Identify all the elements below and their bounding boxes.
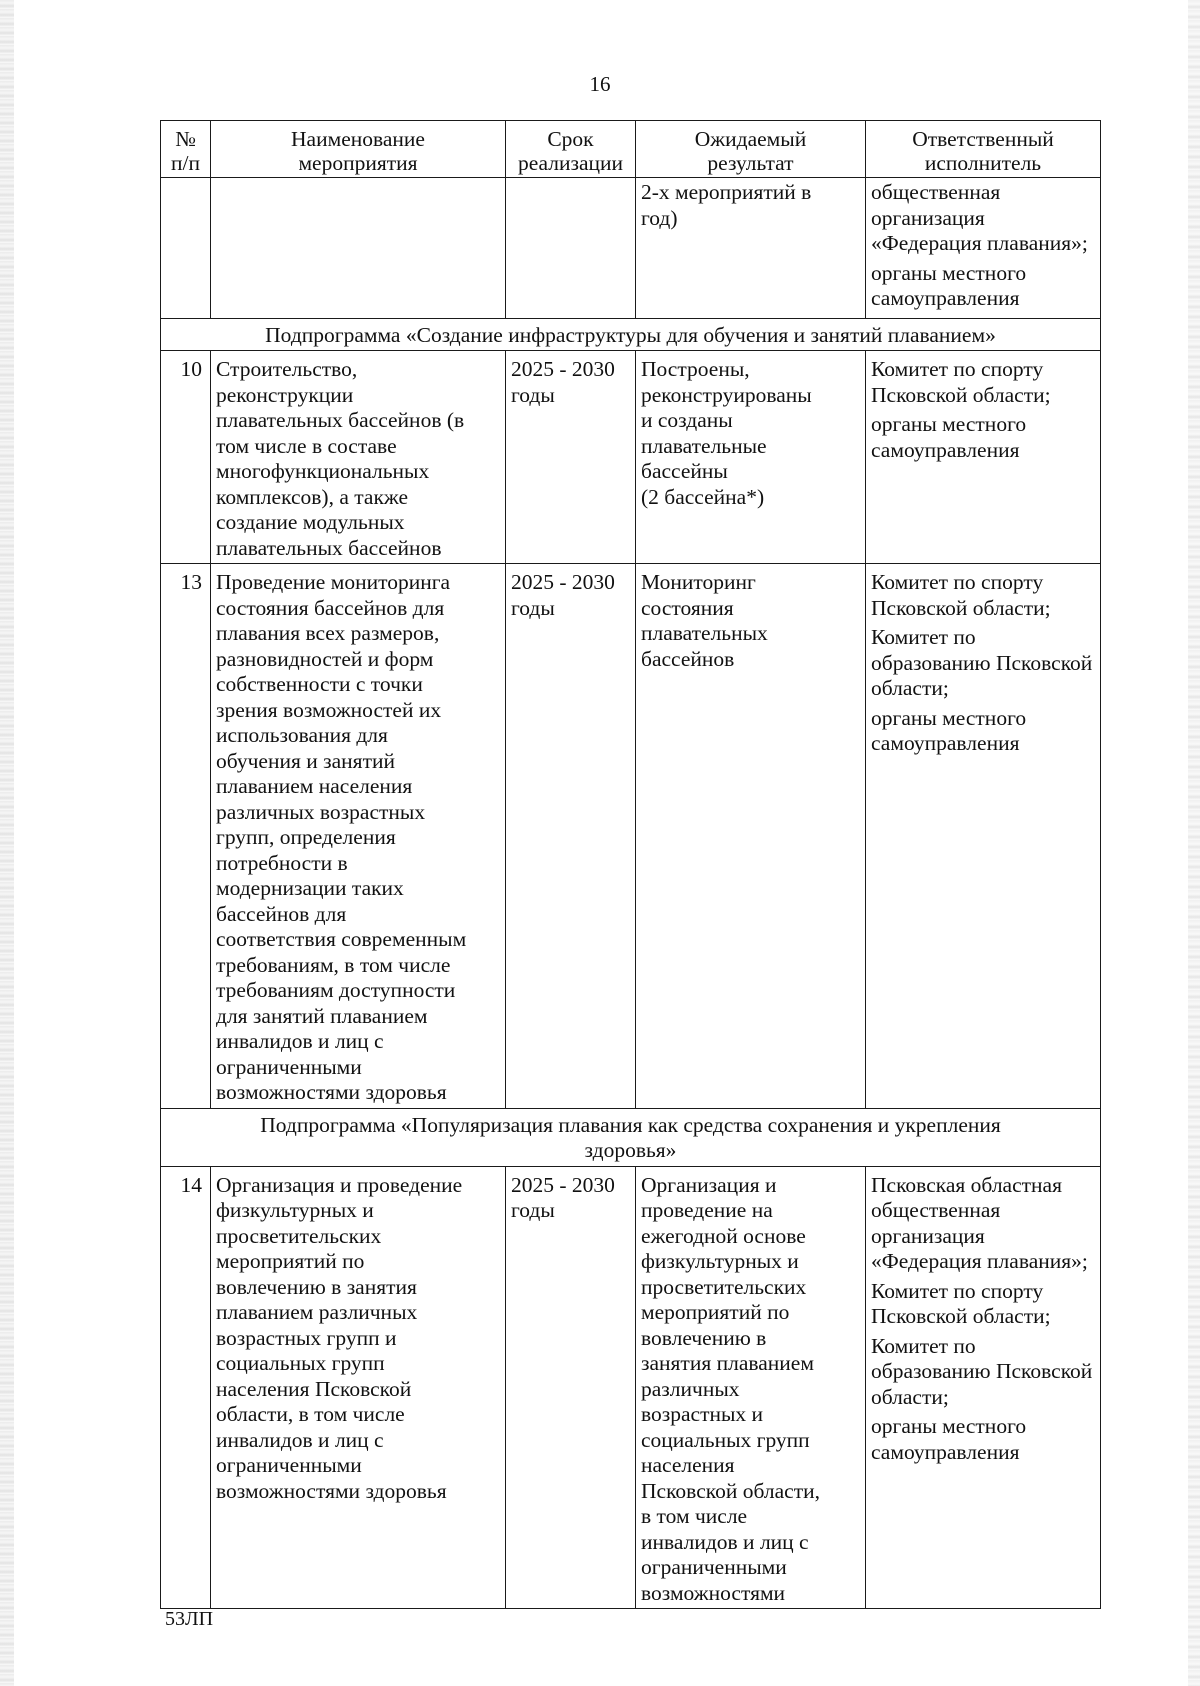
name-line: возможностями здоровья	[216, 1478, 447, 1503]
name-line: комплексов), а также	[216, 484, 409, 509]
section-row	[161, 318, 1101, 351]
header-term-line: реализации	[517, 151, 624, 175]
name-line: ограниченными	[216, 1054, 362, 1079]
result-line: вовлечению в	[641, 1325, 767, 1350]
responsible-line: Комитет по	[871, 1333, 976, 1358]
name-line: создание модульных	[216, 510, 405, 534]
responsible-entry	[871, 1279, 1095, 1330]
name-line: плавательных бассейнов (в	[216, 408, 465, 432]
name-line: населения Псковской	[216, 1376, 412, 1401]
cell-responsible	[866, 564, 1101, 1109]
header-term	[506, 121, 636, 178]
cell-name	[211, 564, 506, 1109]
table-row	[161, 1166, 1101, 1609]
term-line: годы	[511, 595, 555, 620]
responsible-entry	[871, 261, 1095, 312]
result-line: просветительских	[641, 1274, 807, 1299]
result-line: 2-х мероприятий в	[641, 180, 812, 204]
cell-result	[636, 564, 866, 1109]
responsible-entry	[871, 570, 1095, 621]
responsible-entry	[871, 1414, 1095, 1465]
result-line: Построены,	[641, 357, 750, 381]
section-title	[161, 1108, 1101, 1166]
section-title-line: здоровья»	[584, 1138, 677, 1162]
responsible-line: образованию Псковской	[871, 1359, 1093, 1383]
responsible-line: образованию Псковской	[871, 650, 1093, 675]
responsible-line: самоуправления	[871, 437, 1020, 462]
result-line: ежегодной основе	[641, 1223, 806, 1248]
cell-num: 13	[161, 564, 211, 1109]
cell-responsible	[866, 351, 1101, 564]
name-line: том числе в составе	[216, 433, 397, 458]
responsible-line: самоуправления	[871, 1439, 1020, 1464]
name-line: ограниченными	[216, 1453, 362, 1477]
page-number: 16	[589, 72, 611, 96]
measures-table	[160, 120, 1101, 1609]
header-name	[211, 121, 506, 178]
name-line: требованиям, в том числе	[216, 952, 451, 977]
cell-responsible	[866, 178, 1101, 319]
responsible-entry	[871, 706, 1095, 757]
result-line: различных	[641, 1376, 740, 1401]
responsible-line: Псковской области;	[871, 595, 1051, 620]
term-line: годы	[511, 1198, 555, 1222]
term-line: 2025 - 2030	[511, 570, 615, 594]
responsible-line: Комитет по спорту	[871, 357, 1044, 381]
responsible-line: области;	[871, 676, 949, 700]
responsible-line: Комитет по спорту	[871, 1278, 1044, 1303]
name-line: для занятий плаванием	[216, 1003, 428, 1028]
name-line: возрастных групп и	[216, 1325, 397, 1350]
name-line: модернизации таких	[216, 876, 404, 900]
name-line: возможностями здоровья	[216, 1080, 447, 1104]
header-result-line: Ожидаемый	[694, 127, 807, 151]
name-line: Строительство,	[216, 357, 358, 381]
responsible-line: общественная	[871, 1198, 1001, 1222]
result-line: ограниченными	[641, 1555, 787, 1579]
responsible-line: самоуправления	[871, 731, 1020, 755]
term-line: годы	[511, 382, 555, 407]
header-name-line: Наименование	[291, 127, 425, 151]
name-line: плавательных бассейнов	[216, 535, 442, 560]
cell-name	[211, 1166, 506, 1609]
cell-name	[211, 351, 506, 564]
result-line: плавательных	[641, 621, 768, 645]
responsible-line: самоуправления	[871, 286, 1020, 310]
cell-term	[506, 351, 636, 564]
table-header-row	[161, 121, 1101, 178]
section-title: Подпрограмма «Создание инфраструктуры для обучения и занятий плаванием»	[161, 318, 1101, 351]
result-line: возможностями	[641, 1580, 786, 1605]
responsible-entry	[871, 1334, 1095, 1411]
responsible-line: Псковской области;	[871, 1304, 1051, 1328]
cell-num	[161, 178, 211, 319]
cell-term	[506, 564, 636, 1109]
section-row	[161, 1108, 1101, 1166]
name-line: использования для	[216, 723, 388, 747]
name-line: Организация и проведение	[216, 1172, 463, 1197]
table-row	[161, 351, 1101, 564]
header-num	[161, 121, 211, 178]
result-line: плавательные	[641, 433, 767, 458]
responsible-entry	[871, 625, 1095, 702]
section-title-line: Подпрограмма «Популяризация плавания как средства сохранения и укрепления	[260, 1112, 1001, 1137]
responsible-entry	[871, 357, 1095, 408]
name-line: физкультурных и	[216, 1198, 374, 1222]
header-term-line: Срок	[547, 127, 594, 151]
name-line: разновидностей и форм	[216, 646, 434, 671]
name-line: инвалидов и лиц с	[216, 1427, 384, 1452]
result-line: социальных групп	[641, 1427, 810, 1452]
result-line: мероприятий по	[641, 1300, 790, 1324]
result-line: населения	[641, 1453, 735, 1477]
cell-term	[506, 1166, 636, 1609]
result-line: бассейнов	[641, 646, 735, 671]
name-line: состояния бассейнов для	[216, 595, 445, 620]
responsible-line: органы местного	[871, 412, 1027, 436]
result-line: Псковской области,	[641, 1478, 820, 1503]
header-result-line: результат	[707, 151, 794, 175]
name-line: инвалидов и лиц с	[216, 1029, 384, 1053]
cell-num: 10	[161, 351, 211, 564]
result-line: Мониторинг	[641, 570, 756, 594]
result-line: и созданы	[641, 408, 733, 432]
responsible-line: Псковская областная	[871, 1172, 1062, 1197]
cell-responsible	[866, 1166, 1101, 1609]
responsible-line: «Федерация плавания»;	[871, 231, 1088, 255]
header-responsible	[866, 121, 1101, 178]
result-line: реконструированы	[641, 382, 812, 407]
header-num-line: №	[175, 127, 196, 151]
name-line: Проведение мониторинга	[216, 570, 451, 594]
responsible-line: Псковской области;	[871, 382, 1051, 407]
term-line: 2025 - 2030	[511, 357, 615, 381]
responsible-entry	[871, 412, 1095, 463]
responsible-line: области;	[871, 1384, 949, 1409]
header-name-line: мероприятия	[298, 151, 418, 175]
cell-result	[636, 1166, 866, 1609]
document-code: 53ЛП	[165, 1608, 214, 1630]
name-line: вовлечению в занятия	[216, 1274, 417, 1299]
scan-edge-left	[0, 0, 14, 1686]
result-line: занятия плаванием	[641, 1351, 814, 1375]
responsible-line: организация	[871, 1223, 985, 1248]
responsible-entry	[871, 1173, 1095, 1275]
header-result	[636, 121, 866, 178]
header-responsible-line: исполнитель	[924, 151, 1042, 175]
name-line: просветительских	[216, 1223, 382, 1248]
result-line: физкультурных и	[641, 1249, 799, 1273]
header-num-line: п/п	[171, 151, 200, 175]
responsible-line: органы местного	[871, 1414, 1027, 1438]
name-line: реконструкции	[216, 382, 354, 407]
cell-result	[636, 178, 866, 319]
cell-term	[506, 178, 636, 319]
scan-edge-right	[1188, 0, 1200, 1686]
responsible-line: общественная	[871, 180, 1001, 204]
result-line: в том числе	[641, 1504, 748, 1528]
cell-result	[636, 351, 866, 564]
name-line: потребности в	[216, 850, 348, 875]
responsible-entry	[871, 180, 1095, 257]
header-responsible-line: Ответственный	[912, 127, 1054, 151]
name-line: зрения возможностей их	[216, 697, 442, 722]
cell-num: 14	[161, 1166, 211, 1609]
responsible-line: Комитет по спорту	[871, 570, 1044, 594]
name-line: различных возрастных	[216, 799, 426, 824]
name-line: обучения и занятий	[216, 748, 395, 773]
name-line: плаванием населения	[216, 774, 413, 798]
result-line: год)	[641, 205, 678, 230]
responsible-line: организация	[871, 205, 985, 230]
name-line: собственности с точки	[216, 672, 423, 696]
result-line: инвалидов и лиц с	[641, 1529, 809, 1554]
name-line: плаванием различных	[216, 1300, 418, 1324]
name-line: социальных групп	[216, 1351, 385, 1375]
responsible-line: «Федерация плавания»;	[871, 1249, 1088, 1273]
name-line: бассейнов для	[216, 901, 347, 926]
result-line: состояния	[641, 595, 734, 620]
name-line: групп, определения	[216, 825, 396, 849]
name-line: соответствия современным	[216, 927, 467, 951]
name-line: плавания всех размеров,	[216, 621, 440, 645]
cell-name	[211, 178, 506, 319]
result-line: проведение на	[641, 1198, 773, 1222]
table-row	[161, 564, 1101, 1109]
name-line: требованиям доступности	[216, 978, 456, 1002]
responsible-line: органы местного	[871, 705, 1027, 730]
name-line: многофункциональных	[216, 459, 430, 483]
term-line: 2025 - 2030	[511, 1172, 615, 1197]
name-line: мероприятий по	[216, 1249, 365, 1273]
result-line: бассейны	[641, 459, 728, 483]
responsible-line: Комитет по	[871, 625, 976, 649]
result-line: Организация и	[641, 1172, 777, 1197]
result-line: (2 бассейна*)	[641, 484, 765, 509]
responsible-line: органы местного	[871, 260, 1027, 285]
name-line: области, в том числе	[216, 1402, 405, 1426]
table-row-continuation	[161, 178, 1101, 319]
result-line: возрастных и	[641, 1402, 764, 1426]
